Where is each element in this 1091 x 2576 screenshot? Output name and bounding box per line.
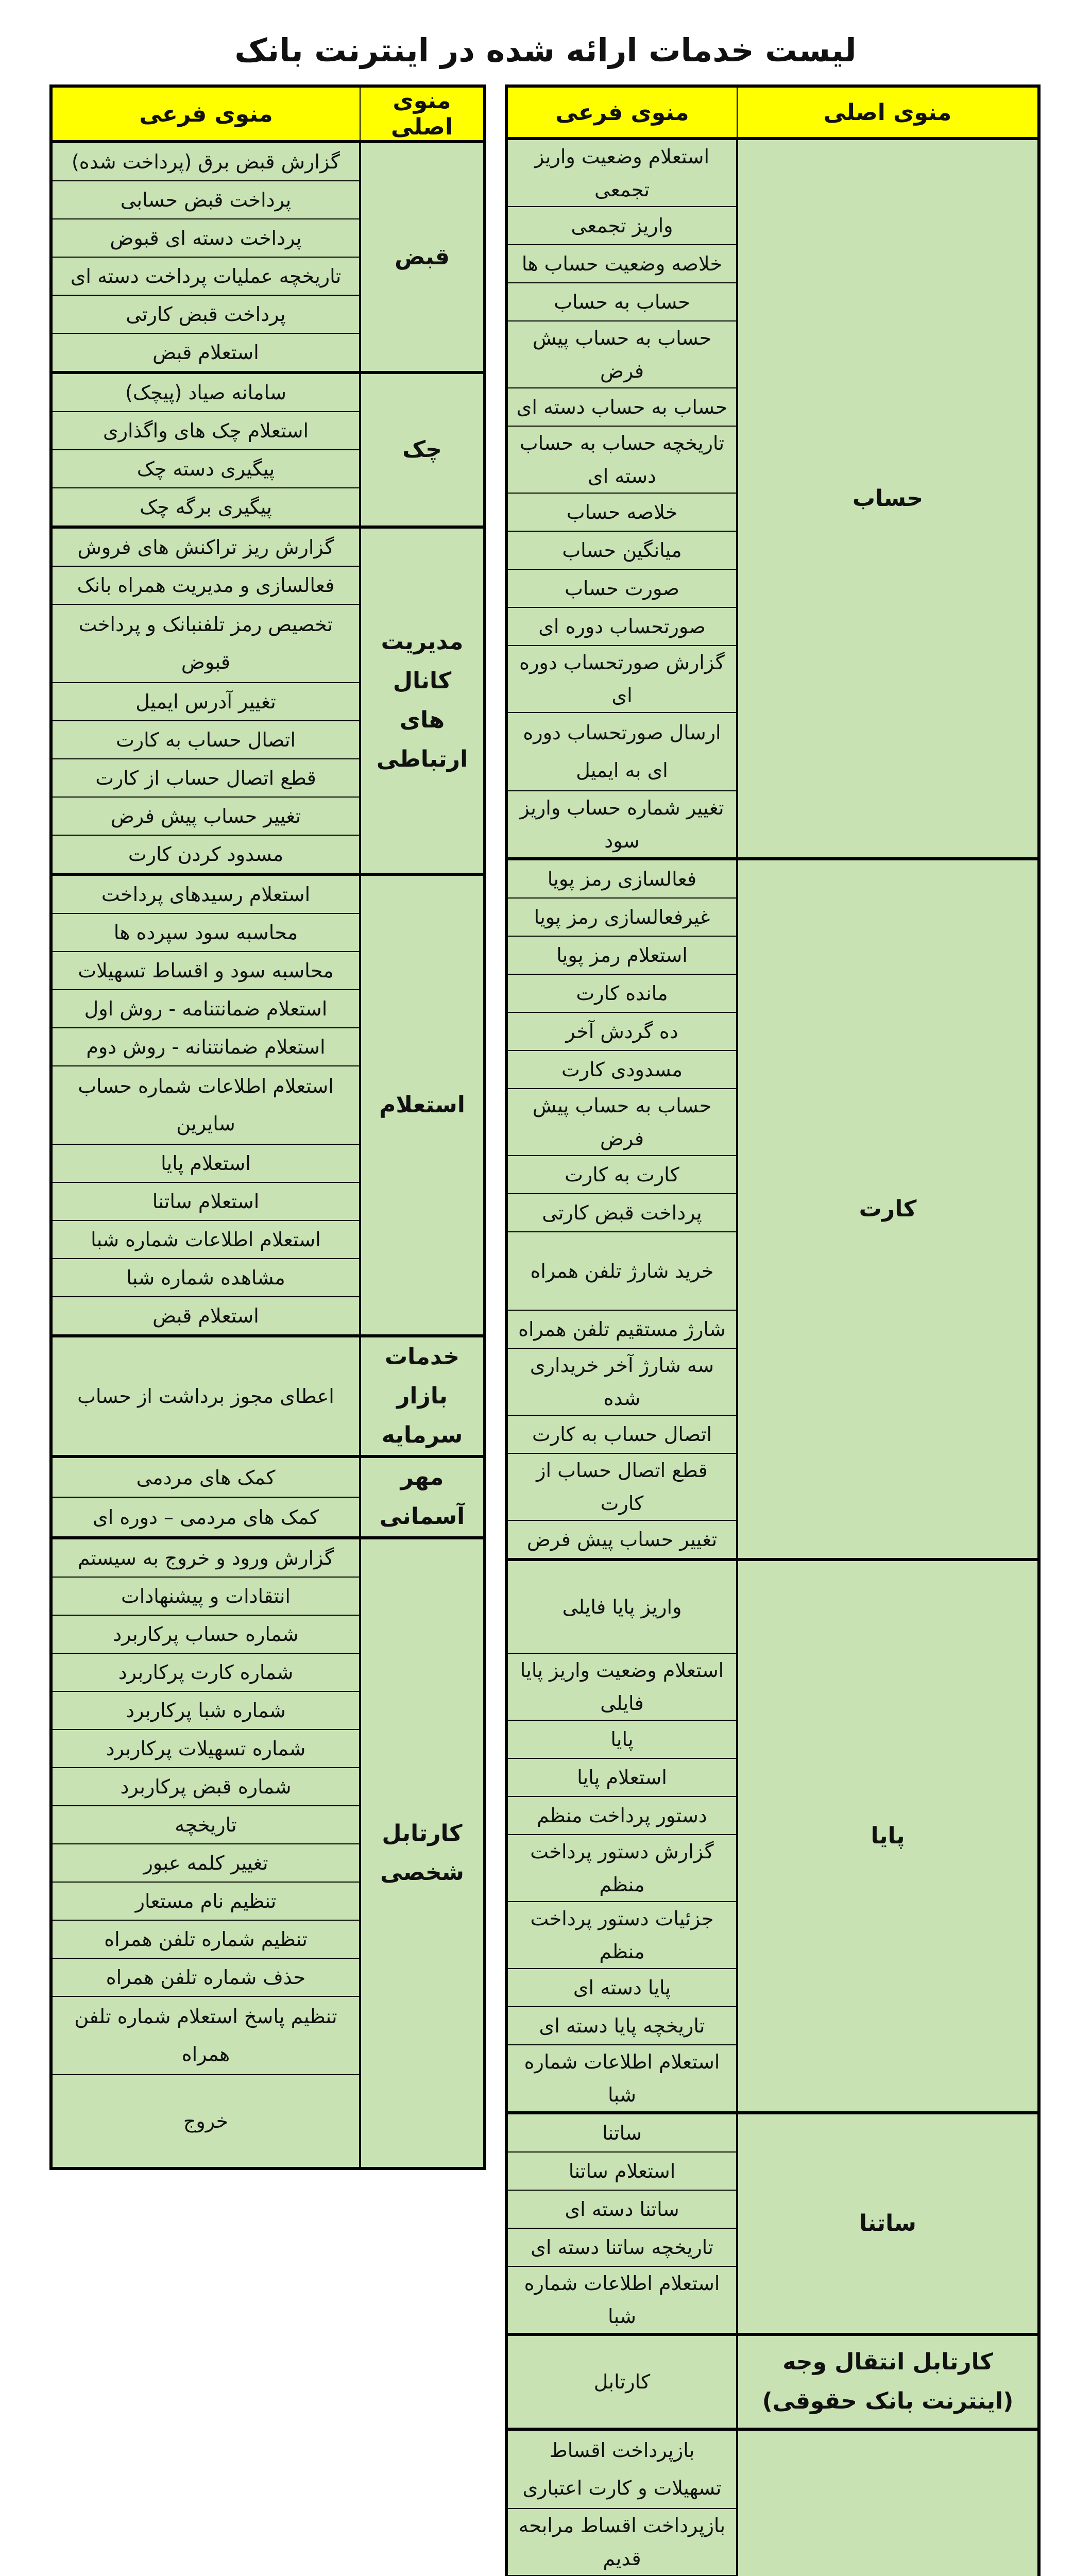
- sub-menu-cell: صورت حساب: [506, 569, 737, 607]
- sub-menu-cell: کمک های مردمی: [51, 1456, 360, 1497]
- sub-menu-cell: شماره کارت پرکاربرد: [51, 1653, 360, 1691]
- table-row: [506, 139, 1039, 207]
- sub-menu-cell: محاسبه سود و اقساط تسهیلات: [51, 952, 360, 990]
- sub-menu-cell: تاریخچه: [51, 1806, 360, 1844]
- sub-menu-cell: استعلام رسیدهای پرداخت: [51, 874, 360, 913]
- services-table-right: [505, 84, 1041, 2576]
- sub-menu-cell: استعلام اطلاعات شماره شبا: [506, 2045, 737, 2113]
- sub-menu-cell: سه شارژ آخر خریداری شده: [506, 1348, 737, 1415]
- main-menu-cell: مدیریت کانال های ارتباطی: [360, 527, 485, 874]
- sub-menu-cell: اتصال حساب به کارت: [506, 1415, 737, 1453]
- main-menu-cell: ساتنا: [737, 2113, 1039, 2334]
- table-row: [51, 527, 485, 566]
- sub-menu-cell: استعلام قبض: [51, 333, 360, 372]
- sub-menu-cell: استعلام ضمانتنامه - روش اول: [51, 990, 360, 1028]
- main-menu-cell: کارتابل شخصی: [360, 1538, 485, 2168]
- main-menu-cell: خدمات بازار سرمایه: [360, 1336, 485, 1456]
- main-menu-cell: کارتابل انتقال وجه (اینترنت بانک حقوقی): [737, 2334, 1039, 2429]
- sub-menu-cell: استعلام پایا: [506, 1758, 737, 1797]
- sub-menu-cell: گزارش صورتحساب دوره ای: [506, 646, 737, 713]
- sub-menu-cell: خروج: [51, 2075, 360, 2168]
- sub-menu-cell: ساتنا دسته ای: [506, 2190, 737, 2228]
- sub-menu-cell: تغییر شماره حساب واریز سود: [506, 791, 737, 859]
- table-row: [51, 1456, 485, 1497]
- sub-menu-cell: خرید شارژ تلفن همراه: [506, 1232, 737, 1310]
- table-header-row: [51, 86, 485, 142]
- sub-menu-cell: مسدود کردن کارت: [51, 835, 360, 874]
- sub-menu-cell: استعلام اطلاعات شماره حساب سایرین: [51, 1066, 360, 1144]
- sub-menu-cell: مشاهده شماره شبا: [51, 1259, 360, 1297]
- table-row: [51, 142, 485, 181]
- sub-menu-cell: تاریخچه پایا دسته ای: [506, 2007, 737, 2045]
- main-menu-cell: قبض: [360, 142, 485, 372]
- sub-menu-cell: حذف شماره تلفن همراه: [51, 1958, 360, 1996]
- sub-menu-cell: پرداخت قبض حسابی: [51, 181, 360, 219]
- sub-menu-cell: تغییر کلمه عبور: [51, 1844, 360, 1882]
- table-row: [51, 372, 485, 412]
- sub-menu-cell: تاریخچه عملیات پرداخت دسته ای: [51, 257, 360, 295]
- sub-menu-header: منوی فرعی: [506, 86, 737, 139]
- sub-menu-cell: فعالسازی و مدیریت همراه بانک: [51, 566, 360, 604]
- sub-menu-cell: کارتابل: [506, 2334, 737, 2429]
- sub-menu-cell: [506, 2575, 737, 2576]
- table-row: [506, 1560, 1039, 1653]
- sub-menu-cell: گزارش قبض برق (پرداخت شده): [51, 142, 360, 181]
- main-menu-cell: چک: [360, 372, 485, 527]
- sub-menu-cell: استعلام وضعیت واریز تجمعی: [506, 139, 737, 207]
- sub-menu-cell: استعلام اطلاعات شماره شبا: [51, 1221, 360, 1259]
- sub-menu-cell: اعطای مجوز برداشت از حساب: [51, 1336, 360, 1456]
- sub-menu-cell: واریز پایا فایلی: [506, 1560, 737, 1653]
- sub-menu-cell: فعالسازی رمز پویا: [506, 859, 737, 898]
- main-menu-cell: استعلام: [360, 874, 485, 1336]
- sub-menu-cell: شماره تسهیلات پرکاربرد: [51, 1730, 360, 1768]
- table-header-row: [506, 86, 1039, 139]
- sub-menu-cell: تخصیص رمز تلفنبانک و پرداخت قبوض: [51, 604, 360, 683]
- sub-menu-cell: واریز تجمعی: [506, 207, 737, 245]
- table-row: [506, 2334, 1039, 2429]
- sub-menu-cell: حساب به حساب پیش فرض: [506, 321, 737, 388]
- table-row: [506, 2429, 1039, 2509]
- table-row: [51, 1336, 485, 1456]
- sub-menu-cell: شماره حساب پرکاربرد: [51, 1615, 360, 1653]
- sub-menu-cell: مانده کارت: [506, 974, 737, 1012]
- main-menu-cell: حساب: [737, 139, 1039, 859]
- services-table-left: [49, 84, 486, 2170]
- sub-menu-cell: استعلام ساتنا: [51, 1182, 360, 1221]
- sub-menu-cell: تغییر آدرس ایمیل: [51, 683, 360, 721]
- sub-menu-cell: استعلام ضمانتنانه - روش دوم: [51, 1028, 360, 1066]
- sub-menu-cell: پایا دسته ای: [506, 1969, 737, 2007]
- main-menu-cell: کارت: [737, 859, 1039, 1560]
- sub-menu-cell: میانگین حساب: [506, 531, 737, 569]
- main-menu-cell: مهر آسمانی: [360, 1456, 485, 1538]
- sub-menu-cell: سامانه صیاد (پیچک): [51, 372, 360, 412]
- sub-menu-cell: انتقادات و پیشنهادات: [51, 1577, 360, 1615]
- sub-menu-cell: ارسال صورتحساب دوره ای به ایمیل: [506, 713, 737, 791]
- sub-menu-cell: تغییر حساب پیش فرض: [506, 1520, 737, 1560]
- sub-menu-cell: قطع اتصال حساب از کارت: [51, 759, 360, 797]
- sub-menu-cell: کارت به کارت: [506, 1156, 737, 1194]
- sub-menu-cell: غیرفعالسازی رمز پویا: [506, 898, 737, 936]
- sub-menu-cell: خلاصه وضعیت حساب ها: [506, 245, 737, 283]
- sub-menu-cell: استعلام ساتنا: [506, 2152, 737, 2190]
- sub-menu-cell: حساب به حساب دسته ای: [506, 388, 737, 426]
- sub-menu-cell: استعلام اطلاعات شماره شبا: [506, 2266, 737, 2334]
- sub-menu-cell: بازپرداخت اقساط تسهیلات و کارت اعتباری: [506, 2429, 737, 2509]
- sub-menu-cell: دستور پرداخت منظم: [506, 1797, 737, 1835]
- main-menu-header: منوی اصلی: [737, 86, 1039, 139]
- sub-menu-cell: مسدودی کارت: [506, 1050, 737, 1089]
- sub-menu-cell: پرداخت قبض کارتی: [51, 295, 360, 333]
- sub-menu-cell: تنظیم شماره تلفن همراه: [51, 1920, 360, 1958]
- sub-menu-cell: گزارش ریز تراکنش های فروش: [51, 527, 360, 566]
- sub-menu-cell: صورتحساب دوره ای: [506, 607, 737, 646]
- sub-menu-cell: تاریخچه حساب به حساب دسته ای: [506, 426, 737, 493]
- sub-menu-cell: تاریخچه ساتنا دسته ای: [506, 2228, 737, 2266]
- sub-menu-cell: اتصال حساب به کارت: [51, 721, 360, 759]
- sub-menu-cell: بازپرداخت اقساط مرابحه قدیم: [506, 2509, 737, 2575]
- table-row: [51, 874, 485, 913]
- sub-menu-cell: پرداخت قبض کارتی: [506, 1194, 737, 1232]
- sub-menu-cell: محاسبه سود سپرده ها: [51, 913, 360, 952]
- sub-menu-cell: تغییر حساب پیش فرض: [51, 797, 360, 835]
- main-menu-header: منوی اصلی: [360, 86, 485, 142]
- sub-menu-cell: استعلام قبض: [51, 1297, 360, 1336]
- sub-menu-cell: شماره شبا پرکاربرد: [51, 1691, 360, 1730]
- page-title: لیست خدمات ارائه شده در اینترنت بانک: [234, 31, 857, 69]
- sub-menu-header: منوی فرعی: [51, 86, 360, 142]
- sub-menu-cell: ساتنا: [506, 2113, 737, 2152]
- sub-menu-cell: پایا: [506, 1720, 737, 1758]
- sub-menu-cell: قطع اتصال حساب از کارت: [506, 1453, 737, 1520]
- main-menu-cell: [737, 2429, 1039, 2576]
- table-row: [506, 2113, 1039, 2152]
- sub-menu-cell: پرداخت دسته ای قبوض: [51, 219, 360, 257]
- main-menu-cell: پایا: [737, 1560, 1039, 2113]
- sub-menu-cell: جزئیات دستور پرداخت منظم: [506, 1902, 737, 1969]
- sub-menu-cell: پیگیری برگه چک: [51, 488, 360, 527]
- sub-menu-cell: استعلام چک های واگذاری: [51, 412, 360, 450]
- sub-menu-cell: استعلام رمز پویا: [506, 936, 737, 974]
- sub-menu-cell: استعلام پایا: [51, 1144, 360, 1182]
- sub-menu-cell: حساب به حساب پیش فرض: [506, 1089, 737, 1156]
- sub-menu-cell: خلاصه حساب: [506, 493, 737, 531]
- sub-menu-cell: کمک های مردمی – دوره ای: [51, 1497, 360, 1538]
- sub-menu-cell: تنظیم پاسخ استعلام شماره تلفن همراه: [51, 1996, 360, 2075]
- table-row: [51, 1538, 485, 1577]
- sub-menu-cell: شماره قبض پرکاربرد: [51, 1768, 360, 1806]
- sub-menu-cell: حساب به حساب: [506, 283, 737, 321]
- sub-menu-cell: گزارش دستور پرداخت منظم: [506, 1835, 737, 1902]
- sub-menu-cell: پیگیری دسته چک: [51, 450, 360, 488]
- sub-menu-cell: استعلام وضعیت واریز پایا فایلی: [506, 1653, 737, 1720]
- sub-menu-cell: تنظیم نام مستعار: [51, 1882, 360, 1920]
- sub-menu-cell: ده گردش آخر: [506, 1012, 737, 1050]
- sub-menu-cell: شارژ مستقیم تلفن همراه: [506, 1310, 737, 1348]
- sub-menu-cell: گزارش ورود و خروج به سیستم: [51, 1538, 360, 1577]
- table-row: [506, 859, 1039, 898]
